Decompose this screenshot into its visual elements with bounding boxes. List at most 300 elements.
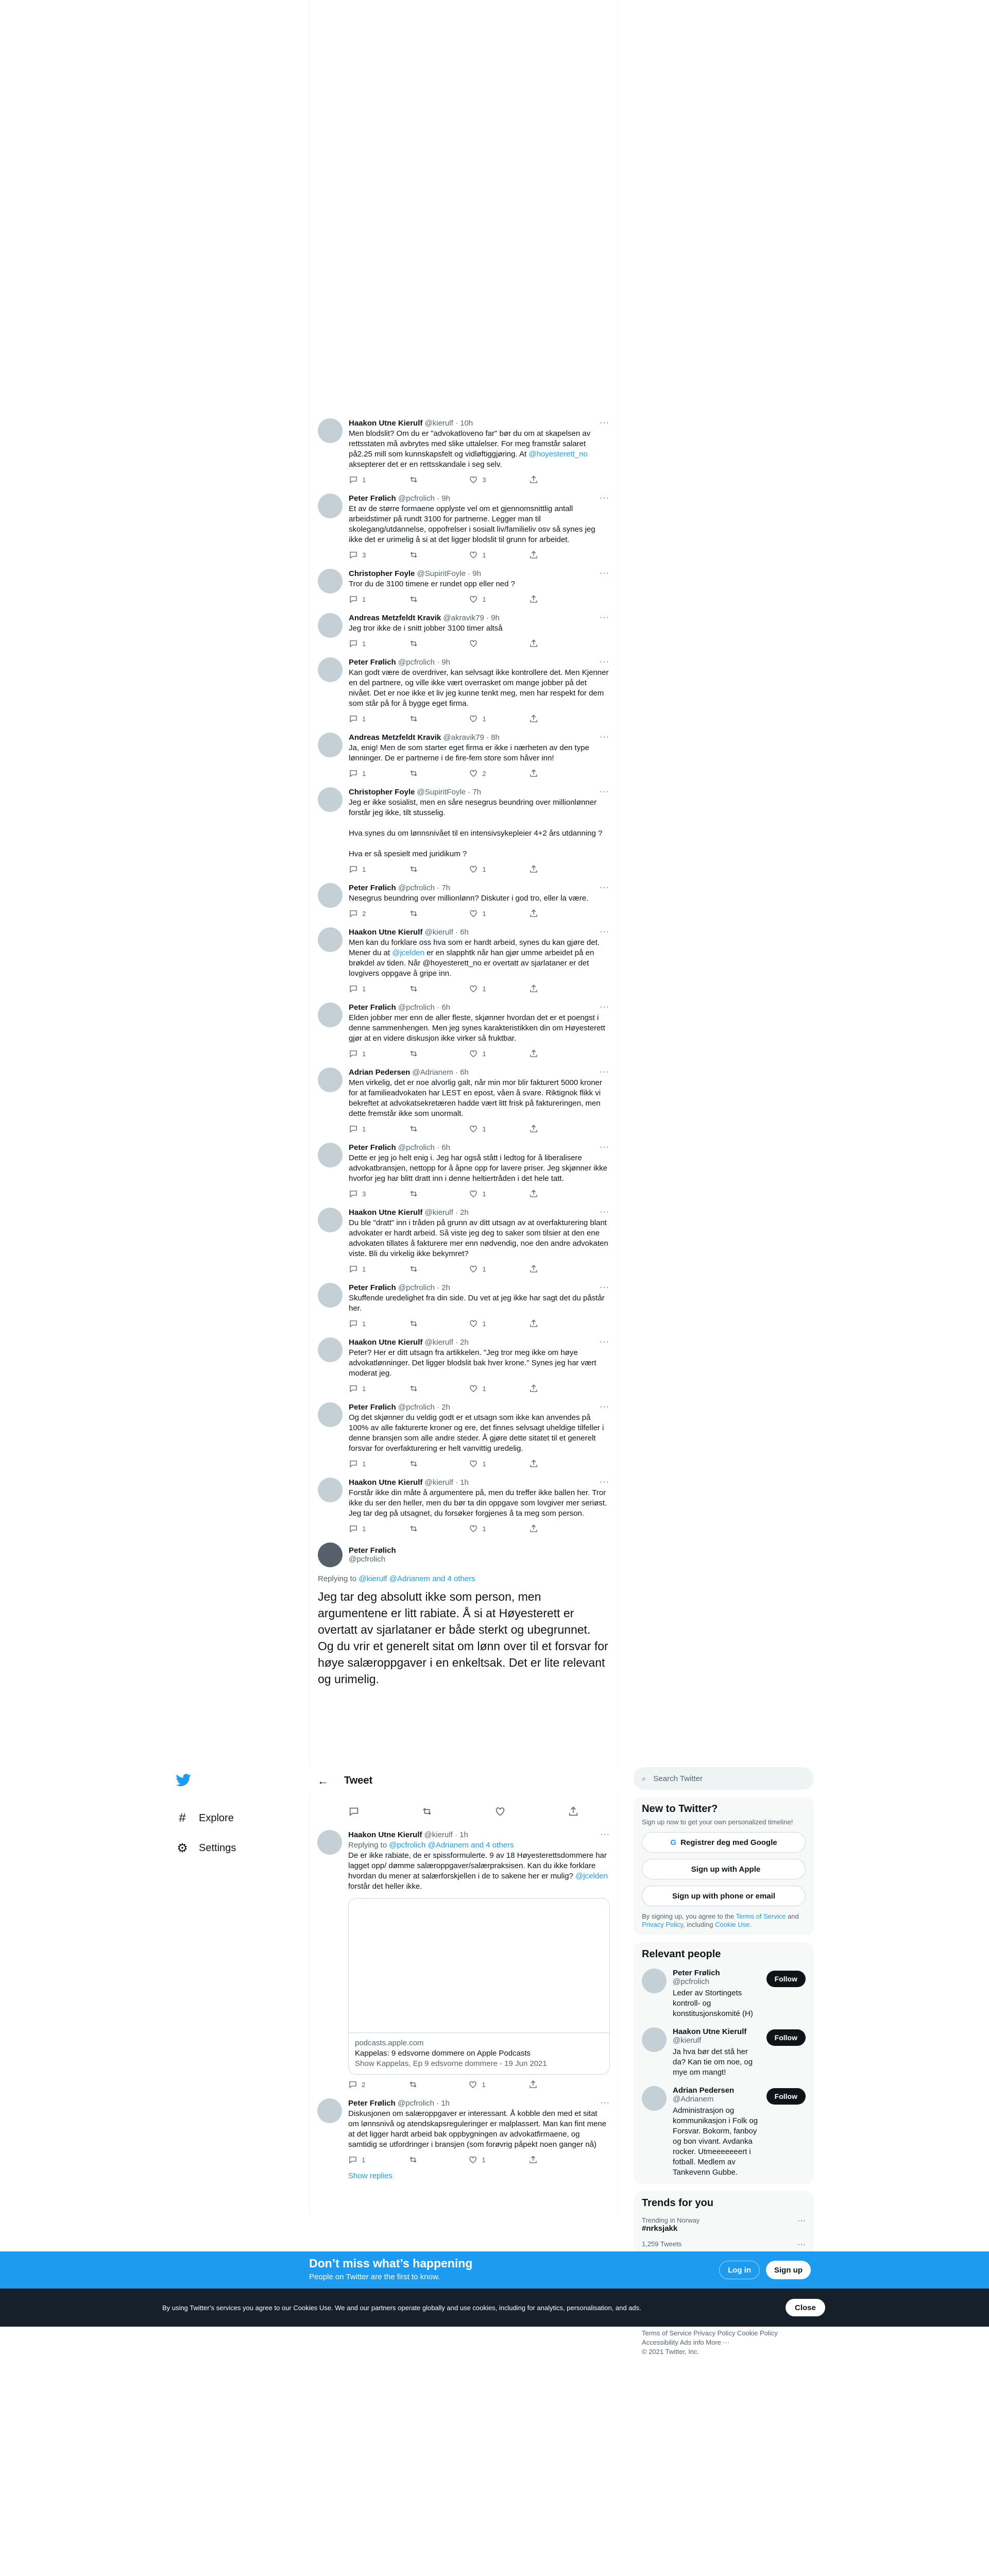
reply-button[interactable]	[348, 2155, 389, 2164]
retweet-button[interactable]	[409, 865, 450, 874]
tweet-time[interactable]: · 7h	[468, 788, 481, 796]
tweet-text-body: Men kan du forklare oss hva som er hardt arbeid, synes du kan gjøre det. Mener du at	[349, 938, 602, 957]
more-icon[interactable]: ···	[600, 927, 609, 936]
replying-links[interactable]: @pcfrolich @Adrianem and 4 others	[389, 1841, 514, 1850]
privacy-link[interactable]: Privacy Policy	[642, 1921, 683, 1928]
retweet-button[interactable]	[409, 1264, 450, 1274]
like-button[interactable]	[469, 475, 510, 484]
tweet[interactable]	[310, 1471, 618, 1536]
cookie-text: By using Twitter’s services you agree to our Cookies Use. We and our partners operate globally and use cookies, including for analytics, personalisation, and ads.	[162, 2304, 641, 2312]
twitter-logo-icon[interactable]	[175, 1772, 196, 1793]
tweet-time[interactable]: · 6h	[437, 1003, 450, 1012]
retweet-button[interactable]	[408, 2080, 450, 2089]
share-icon	[528, 2080, 538, 2089]
share-button[interactable]	[529, 1124, 570, 1133]
tweet[interactable]	[310, 726, 618, 781]
avatar[interactable]	[642, 1969, 667, 1993]
reply-button[interactable]	[349, 1189, 390, 1198]
tweet-text-cont: forstår det heller ikke.	[348, 1872, 610, 1891]
tweet-text-body: Elden jobber mer enn de aller fleste, skjønner hvordan det er et poengst i denne sammenhengen. Men jeg synes karakteristikken din om Høyesterett gjør at en videre diskusjon ikke virker så fruktbar.	[349, 1013, 607, 1043]
reply-count: 1	[362, 1384, 366, 1393]
relevant-person[interactable]	[642, 2086, 806, 2178]
tweet-text	[349, 1013, 609, 1044]
tweet-time[interactable]: · 2h	[455, 1338, 469, 1347]
retweet-button[interactable]	[409, 984, 450, 993]
tweet-author-handle[interactable]: @pcfrolich	[398, 1003, 435, 1012]
person-handle[interactable]: @Adrianem	[673, 2095, 714, 2104]
reply-button[interactable]	[349, 639, 390, 648]
tweet[interactable]	[309, 1824, 618, 2092]
tweet[interactable]	[310, 1396, 618, 1471]
like-icon	[469, 909, 478, 918]
more-icon[interactable]: ···	[600, 1830, 610, 1839]
relevant-person[interactable]	[642, 1969, 806, 2019]
reply-icon	[349, 714, 358, 723]
avatar[interactable]	[318, 927, 343, 952]
link-card-description: Show Kappelas, Ep 9 edsvorne dommere - 19 Jun 2021	[355, 2059, 547, 2068]
reply-button[interactable]	[349, 984, 390, 993]
share-button[interactable]	[529, 639, 570, 648]
tweet[interactable]	[310, 1201, 618, 1277]
cookie-close-button[interactable]: Close	[786, 2299, 825, 2316]
tweet-action-bar	[349, 865, 570, 874]
share-button[interactable]	[529, 475, 570, 484]
avatar[interactable]	[318, 883, 343, 908]
reply-count: 1	[362, 1319, 366, 1328]
person-bio: Administrasjon og kommunikasjon i Folk og Forsvar. Bokorm, fanboy og bon vivant. Avdanka rocker. Utmeeeeeeert i fotball. Medlem av Tankevenn Gubbe.	[673, 2106, 758, 2177]
avatar[interactable]	[318, 418, 343, 443]
share-button[interactable]	[529, 865, 570, 874]
tweet-text	[349, 1153, 609, 1184]
tweet-text-body: Et av de større formaene opplyste vel om et gjennomsnittlig antall arbeidstimer på rundt 3100 for partnerne. Legger man til skolegang/utdannelse, oppofrelser i sosialt liv/familieliv osv så synes jeg ikke det er urimelig å si at det ligger blodslit til grunn for arbeidet.	[349, 504, 598, 544]
tweet-time[interactable]: · 9h	[468, 569, 481, 578]
tweet-action-bar	[348, 2080, 570, 2089]
tweet-author-handle[interactable]: @SupiritFoyle	[417, 788, 466, 796]
avatar[interactable]	[642, 2027, 667, 2052]
retweet-button[interactable]	[409, 639, 450, 648]
footer-line: © 2021 Twitter, Inc.	[642, 2348, 700, 2355]
avatar[interactable]	[318, 1478, 343, 1502]
tweet-author-name[interactable]: Peter Frølich	[349, 494, 396, 503]
tweet-author-name[interactable]: Peter Frølich	[349, 1143, 396, 1152]
tweet-time[interactable]: · 1h	[436, 2099, 450, 2108]
tweet-text	[349, 429, 609, 470]
phone-signup-button[interactable]	[642, 1886, 806, 1906]
footer-line[interactable]: Terms of Service Privacy Policy Cookie Policy	[642, 2329, 778, 2337]
reply-button[interactable]	[349, 475, 390, 484]
cookie-banner	[0, 2289, 989, 2327]
tweet-time[interactable]: · 10h	[455, 419, 473, 428]
tweet-author-name[interactable]: Haakon Utne Kierulf	[349, 1208, 423, 1217]
avatar[interactable]	[318, 657, 343, 682]
trend-context: Trending in Norway	[642, 2216, 700, 2224]
tweet[interactable]	[310, 921, 618, 996]
like-button[interactable]	[469, 984, 510, 993]
share-button[interactable]	[529, 714, 570, 723]
person-handle[interactable]: @pcfrolich	[673, 1977, 710, 1986]
reply-count: 3	[362, 551, 366, 559]
more-icon[interactable]: ···	[600, 1478, 609, 1486]
person-name[interactable]: Peter Frølich	[673, 1969, 720, 1977]
retweet-button[interactable]	[409, 1384, 450, 1393]
relevant-person[interactable]	[642, 2027, 806, 2078]
reply-button[interactable]	[349, 865, 390, 874]
footer-line[interactable]: Accessibility Ads info More ···	[642, 2338, 730, 2346]
trend-item[interactable]	[642, 2216, 806, 2233]
share-icon[interactable]	[568, 1806, 579, 1820]
reply-button[interactable]	[348, 2080, 389, 2089]
tweet-time[interactable]: · 7h	[437, 884, 450, 892]
like-button[interactable]	[469, 639, 510, 648]
like-count: 1	[482, 2080, 486, 2089]
tweet-time[interactable]: · 6h	[455, 928, 469, 937]
retweet-button[interactable]	[409, 1319, 450, 1328]
tweet[interactable]	[310, 1331, 618, 1396]
person-name[interactable]: Haakon Utne Kierulf	[673, 2027, 747, 2036]
tweet-time[interactable]: · 1h	[455, 1478, 469, 1487]
replies-below	[309, 1824, 618, 2184]
tweet[interactable]	[310, 877, 618, 921]
link-card-title: Kappelas: 9 edsvorne dommere on Apple Podcasts	[355, 2049, 531, 2058]
share-button[interactable]	[529, 1189, 570, 1198]
tweet-author-name[interactable]: Haakon Utne Kierulf	[349, 1338, 423, 1347]
avatar[interactable]	[317, 2098, 342, 2123]
tweet-text	[349, 893, 609, 904]
replying-to	[318, 1574, 609, 1583]
avatar[interactable]	[317, 1830, 342, 1855]
replying-links[interactable]: @kierulf @Adrianem and 4 others	[359, 1574, 475, 1583]
tweet[interactable]	[310, 563, 618, 607]
trend-name: #nrksjakk	[642, 2224, 678, 2233]
retweet-button[interactable]	[409, 1124, 450, 1133]
like-button[interactable]	[468, 2080, 509, 2089]
reply-button[interactable]	[349, 1049, 390, 1058]
tweet[interactable]	[310, 1277, 618, 1331]
tweet-author-handle[interactable]: @pcfrolich	[398, 1403, 435, 1412]
tweet-time[interactable]: · 2h	[437, 1403, 450, 1412]
retweet-button[interactable]	[409, 475, 450, 484]
hash-icon: #	[179, 1811, 186, 1825]
tweet-text	[349, 1413, 609, 1454]
tweet-author-name[interactable]: Andreas Metzfeldt Kravik	[349, 614, 441, 622]
retweet-button[interactable]	[409, 714, 450, 723]
share-button[interactable]	[529, 769, 570, 778]
tweet[interactable]	[310, 651, 618, 726]
more-icon[interactable]: ···	[600, 1003, 609, 1011]
focus-author-name[interactable]: Peter Frølich	[349, 1546, 396, 1555]
reply-button[interactable]	[349, 595, 390, 604]
mention-link[interactable]: @hoyesterett_no	[528, 450, 588, 459]
share-button[interactable]	[528, 2080, 570, 2089]
reply-button[interactable]	[349, 1124, 390, 1133]
tweet-author-handle[interactable]: @pcfrolich	[398, 494, 435, 503]
trend-item[interactable]	[642, 2240, 806, 2248]
tweet[interactable]	[310, 412, 618, 487]
reply-button[interactable]	[349, 769, 390, 778]
link-card-domain: podcasts.apple.com	[355, 2039, 424, 2047]
tweet-author-handle[interactable]: @kierulf	[424, 1831, 453, 1839]
avatar[interactable]	[318, 1402, 343, 1427]
tweet-text-body: Men virkelig, det er noe alvorlig galt, når min mor blir fakturert 5000 kroner for at familieadvokaten har LEST en epost, våen å svare. Riktignok flikk vi bekreftet at advokatsekretæren hadde vært litt frisk på faktureringen, men dette fremstår ikke som unormalt.	[349, 1078, 605, 1118]
tweet-time[interactable]: · 9h	[437, 494, 450, 503]
avatar[interactable]	[318, 1003, 343, 1027]
retweet-button[interactable]	[409, 1049, 450, 1058]
avatar[interactable]	[318, 613, 343, 638]
share-icon	[529, 475, 538, 484]
reply-button[interactable]	[349, 909, 390, 918]
tweet-action-bar	[349, 550, 570, 560]
like-icon	[469, 1264, 478, 1274]
more-icon[interactable]: ···	[600, 657, 609, 666]
tweet-text-cont: aksepterer det er en rettsskandale i seg selv.	[349, 450, 590, 469]
tweet[interactable]	[310, 607, 618, 651]
like-icon	[469, 1124, 478, 1133]
retweet-icon	[409, 984, 418, 993]
more-icon[interactable]: ···	[600, 1283, 609, 1292]
like-button[interactable]	[468, 2155, 509, 2164]
tweet-author-handle[interactable]: @akravik79	[443, 733, 484, 742]
terms-link[interactable]: Terms of Service	[736, 1912, 786, 1920]
tweet-author-handle[interactable]: @pcfrolich	[398, 658, 435, 667]
like-count: 1	[482, 1524, 486, 1533]
link-card[interactable]	[348, 1898, 610, 2075]
nav-explore[interactable]	[175, 1803, 299, 1833]
like-button[interactable]	[469, 1189, 510, 1198]
retweet-button[interactable]	[409, 595, 450, 604]
follow-button[interactable]: Follow	[766, 2088, 806, 2105]
tweet-time[interactable]: · 1h	[454, 1831, 468, 1839]
tweet-author-handle[interactable]: @pcfrolich	[398, 1143, 435, 1152]
more-icon[interactable]: ···	[600, 733, 609, 741]
login-button[interactable]: Log in	[719, 2261, 760, 2279]
tweet-author-name[interactable]: Peter Frølich	[349, 1003, 396, 1012]
tweet-author-name[interactable]: Peter Frølich	[349, 1403, 396, 1412]
tweet[interactable]	[310, 781, 618, 877]
avatar[interactable]	[318, 494, 343, 518]
more-icon[interactable]: ···	[600, 418, 609, 427]
like-icon[interactable]	[494, 1806, 506, 1820]
search-input[interactable]	[634, 1767, 814, 1790]
retweet-button[interactable]	[409, 909, 450, 918]
tweet-author-name[interactable]: Adrian Pedersen	[349, 1068, 411, 1077]
like-button[interactable]	[469, 1049, 510, 1058]
tweet[interactable]	[310, 1061, 618, 1137]
retweet-button[interactable]	[408, 2155, 450, 2164]
retweet-button[interactable]	[409, 769, 450, 778]
tweet-author-name[interactable]: Peter Frølich	[349, 884, 396, 892]
reply-button[interactable]	[349, 1459, 390, 1468]
like-button[interactable]	[469, 769, 510, 778]
avatar[interactable]	[318, 1067, 343, 1092]
avatar[interactable]	[318, 1208, 343, 1232]
google-signup-button[interactable]	[642, 1832, 806, 1853]
mention-link[interactable]: @jcelden	[575, 1872, 608, 1880]
tweet-text	[349, 623, 609, 634]
tweet-time[interactable]: · 6h	[437, 1143, 450, 1152]
reply-button[interactable]	[349, 714, 390, 723]
tweet-action-bar	[349, 769, 570, 778]
reply-button[interactable]	[349, 1319, 390, 1328]
tweet-action-bar	[349, 1124, 570, 1133]
reply-button[interactable]	[349, 550, 390, 560]
tweet-text	[348, 2109, 610, 2150]
like-button[interactable]	[469, 865, 510, 874]
tweet-author-name[interactable]: Andreas Metzfeldt Kravik	[349, 733, 441, 742]
avatar[interactable]	[318, 733, 343, 757]
tweet-author-handle[interactable]: @pcfrolich	[398, 884, 435, 892]
retweet-button[interactable]	[409, 1524, 450, 1533]
avatar[interactable]	[318, 787, 343, 812]
avatar[interactable]	[318, 1143, 343, 1167]
share-button[interactable]	[529, 984, 570, 993]
more-icon[interactable]: ···	[600, 1208, 609, 1216]
like-button[interactable]	[469, 1384, 510, 1393]
retweet-button[interactable]	[409, 1189, 450, 1198]
tweet-author-handle[interactable]: @kierulf	[424, 1478, 453, 1487]
like-count: 1	[482, 1190, 486, 1198]
like-button[interactable]	[469, 1124, 510, 1133]
tweet-time[interactable]: · 8h	[486, 733, 500, 742]
like-button[interactable]	[469, 1264, 510, 1274]
share-button[interactable]	[529, 1264, 570, 1274]
show-replies-link[interactable]: Show replies	[348, 2172, 393, 2180]
terms-text: and	[786, 1912, 799, 1920]
tweet[interactable]	[310, 996, 618, 1061]
tweet-text-body: Tror du de 3100 timene er rundet opp eller ned ?	[349, 580, 515, 588]
cookie-link[interactable]: Cookie Use	[715, 1921, 750, 1928]
tweet[interactable]	[309, 2092, 618, 2167]
tweet-time[interactable]: · 2h	[437, 1283, 450, 1292]
follow-button[interactable]: Follow	[766, 2029, 806, 2046]
more-icon[interactable]: ···	[600, 2098, 610, 2107]
more-icon[interactable]: ···	[797, 2216, 806, 2225]
reply-count: 1	[362, 1049, 366, 1058]
more-icon[interactable]: ···	[600, 1067, 609, 1076]
tweet-time[interactable]: · 9h	[486, 614, 500, 622]
share-button[interactable]	[529, 1384, 570, 1393]
tweet-time[interactable]: · 6h	[455, 1068, 469, 1077]
tweet-text	[349, 1293, 609, 1314]
tweet-author-name[interactable]: Haakon Utne Kierulf	[348, 1831, 422, 1839]
like-icon	[469, 1189, 478, 1198]
tweet-author-name[interactable]: Christopher Foyle	[349, 788, 415, 796]
like-button[interactable]	[469, 909, 510, 918]
focus-author-handle[interactable]: @pcfrolich	[349, 1555, 386, 1564]
signup-button[interactable]: Sign up	[766, 2261, 811, 2279]
more-icon[interactable]: ···	[600, 1402, 609, 1411]
tweet-author-handle[interactable]: @kierulf	[424, 928, 453, 937]
share-button[interactable]	[529, 550, 570, 560]
reply-button[interactable]	[349, 1264, 390, 1274]
tweet-author-name[interactable]: Haakon Utne Kierulf	[349, 1478, 423, 1487]
more-icon[interactable]: ···	[797, 2240, 806, 2249]
tweet-author-name[interactable]: Haakon Utne Kierulf	[349, 928, 423, 937]
reply-icon	[349, 1524, 358, 1533]
more-icon[interactable]: ···	[600, 494, 609, 502]
reply-button[interactable]	[349, 1524, 390, 1533]
tweet-author-name[interactable]: Haakon Utne Kierulf	[349, 419, 423, 428]
avatar[interactable]	[318, 1337, 343, 1362]
like-icon	[469, 984, 478, 993]
like-count: 1	[482, 909, 486, 918]
tweet-author-name[interactable]: Christopher Foyle	[349, 569, 415, 578]
tweet-author-name[interactable]: Peter Frølich	[349, 658, 396, 667]
retweet-button[interactable]	[409, 550, 450, 560]
retweet-icon[interactable]	[421, 1806, 433, 1820]
mention-link[interactable]: @jcelden	[392, 948, 424, 957]
like-button[interactable]	[469, 550, 510, 560]
retweet-icon	[409, 1264, 418, 1274]
like-count: 1	[482, 1125, 486, 1133]
tweet-time[interactable]: · 9h	[437, 658, 450, 667]
tweet-author-name[interactable]: Peter Frølich	[349, 1283, 396, 1292]
like-button[interactable]	[469, 1459, 510, 1468]
reply-icon	[349, 475, 358, 484]
tweet-author-handle[interactable]: @kierulf	[424, 1338, 453, 1347]
like-button[interactable]	[469, 1524, 510, 1533]
nav-settings[interactable]	[175, 1833, 299, 1863]
reply-button[interactable]	[349, 1384, 390, 1393]
tweet-author-handle[interactable]: @Adrianem	[412, 1068, 453, 1077]
share-button[interactable]	[528, 2155, 570, 2164]
avatar[interactable]	[318, 1283, 343, 1308]
more-icon[interactable]: ···	[600, 1143, 609, 1151]
like-count: 1	[482, 715, 486, 723]
share-button[interactable]	[529, 595, 570, 604]
tweet-text	[349, 1078, 609, 1119]
tweet[interactable]	[310, 1137, 618, 1201]
share-button[interactable]	[529, 1319, 570, 1328]
arrow-left-icon[interactable]: ←	[317, 1774, 329, 1787]
more-icon[interactable]: ···	[600, 569, 609, 578]
tweet-author-handle[interactable]: @pcfrolich	[398, 1283, 435, 1292]
person-handle[interactable]: @kierulf	[673, 2036, 702, 2045]
apple-signup-button[interactable]	[642, 1859, 806, 1879]
more-icon[interactable]: ···	[600, 1337, 609, 1346]
share-button[interactable]	[529, 1049, 570, 1058]
tweet-author-handle[interactable]: @kierulf	[424, 419, 453, 428]
tweet-text	[349, 579, 609, 589]
like-button[interactable]	[469, 714, 510, 723]
retweet-icon	[408, 2080, 418, 2089]
tweet[interactable]	[310, 487, 618, 563]
avatar[interactable]	[318, 1543, 343, 1567]
reply-icon[interactable]	[348, 1806, 360, 1820]
share-button[interactable]	[529, 1524, 570, 1533]
avatar[interactable]	[642, 2086, 667, 2111]
reply-count: 1	[362, 639, 366, 648]
retweet-icon	[409, 1124, 418, 1133]
more-icon[interactable]: ···	[600, 787, 609, 796]
follow-button[interactable]: Follow	[766, 1971, 806, 1987]
like-button[interactable]	[469, 1319, 510, 1328]
avatar[interactable]	[318, 569, 343, 594]
tweet-author-handle[interactable]: @SupiritFoyle	[417, 569, 466, 578]
more-icon[interactable]: ···	[600, 613, 609, 622]
share-button[interactable]	[529, 1459, 570, 1468]
more-icon[interactable]: ···	[600, 883, 609, 892]
share-button[interactable]	[529, 909, 570, 918]
tweet-author-name[interactable]: Peter Frølich	[348, 2099, 396, 2108]
tweet-author-handle[interactable]: @kierulf	[424, 1208, 453, 1217]
share-icon	[529, 769, 538, 778]
like-button[interactable]	[469, 595, 510, 604]
person-name[interactable]: Adrian Pedersen	[673, 2086, 735, 2095]
tweet-time[interactable]: · 2h	[455, 1208, 469, 1217]
retweet-button[interactable]	[409, 1459, 450, 1468]
tweet-author-handle[interactable]: @pcfrolich	[397, 2099, 434, 2108]
tweet-author-handle[interactable]: @akravik79	[443, 614, 484, 622]
